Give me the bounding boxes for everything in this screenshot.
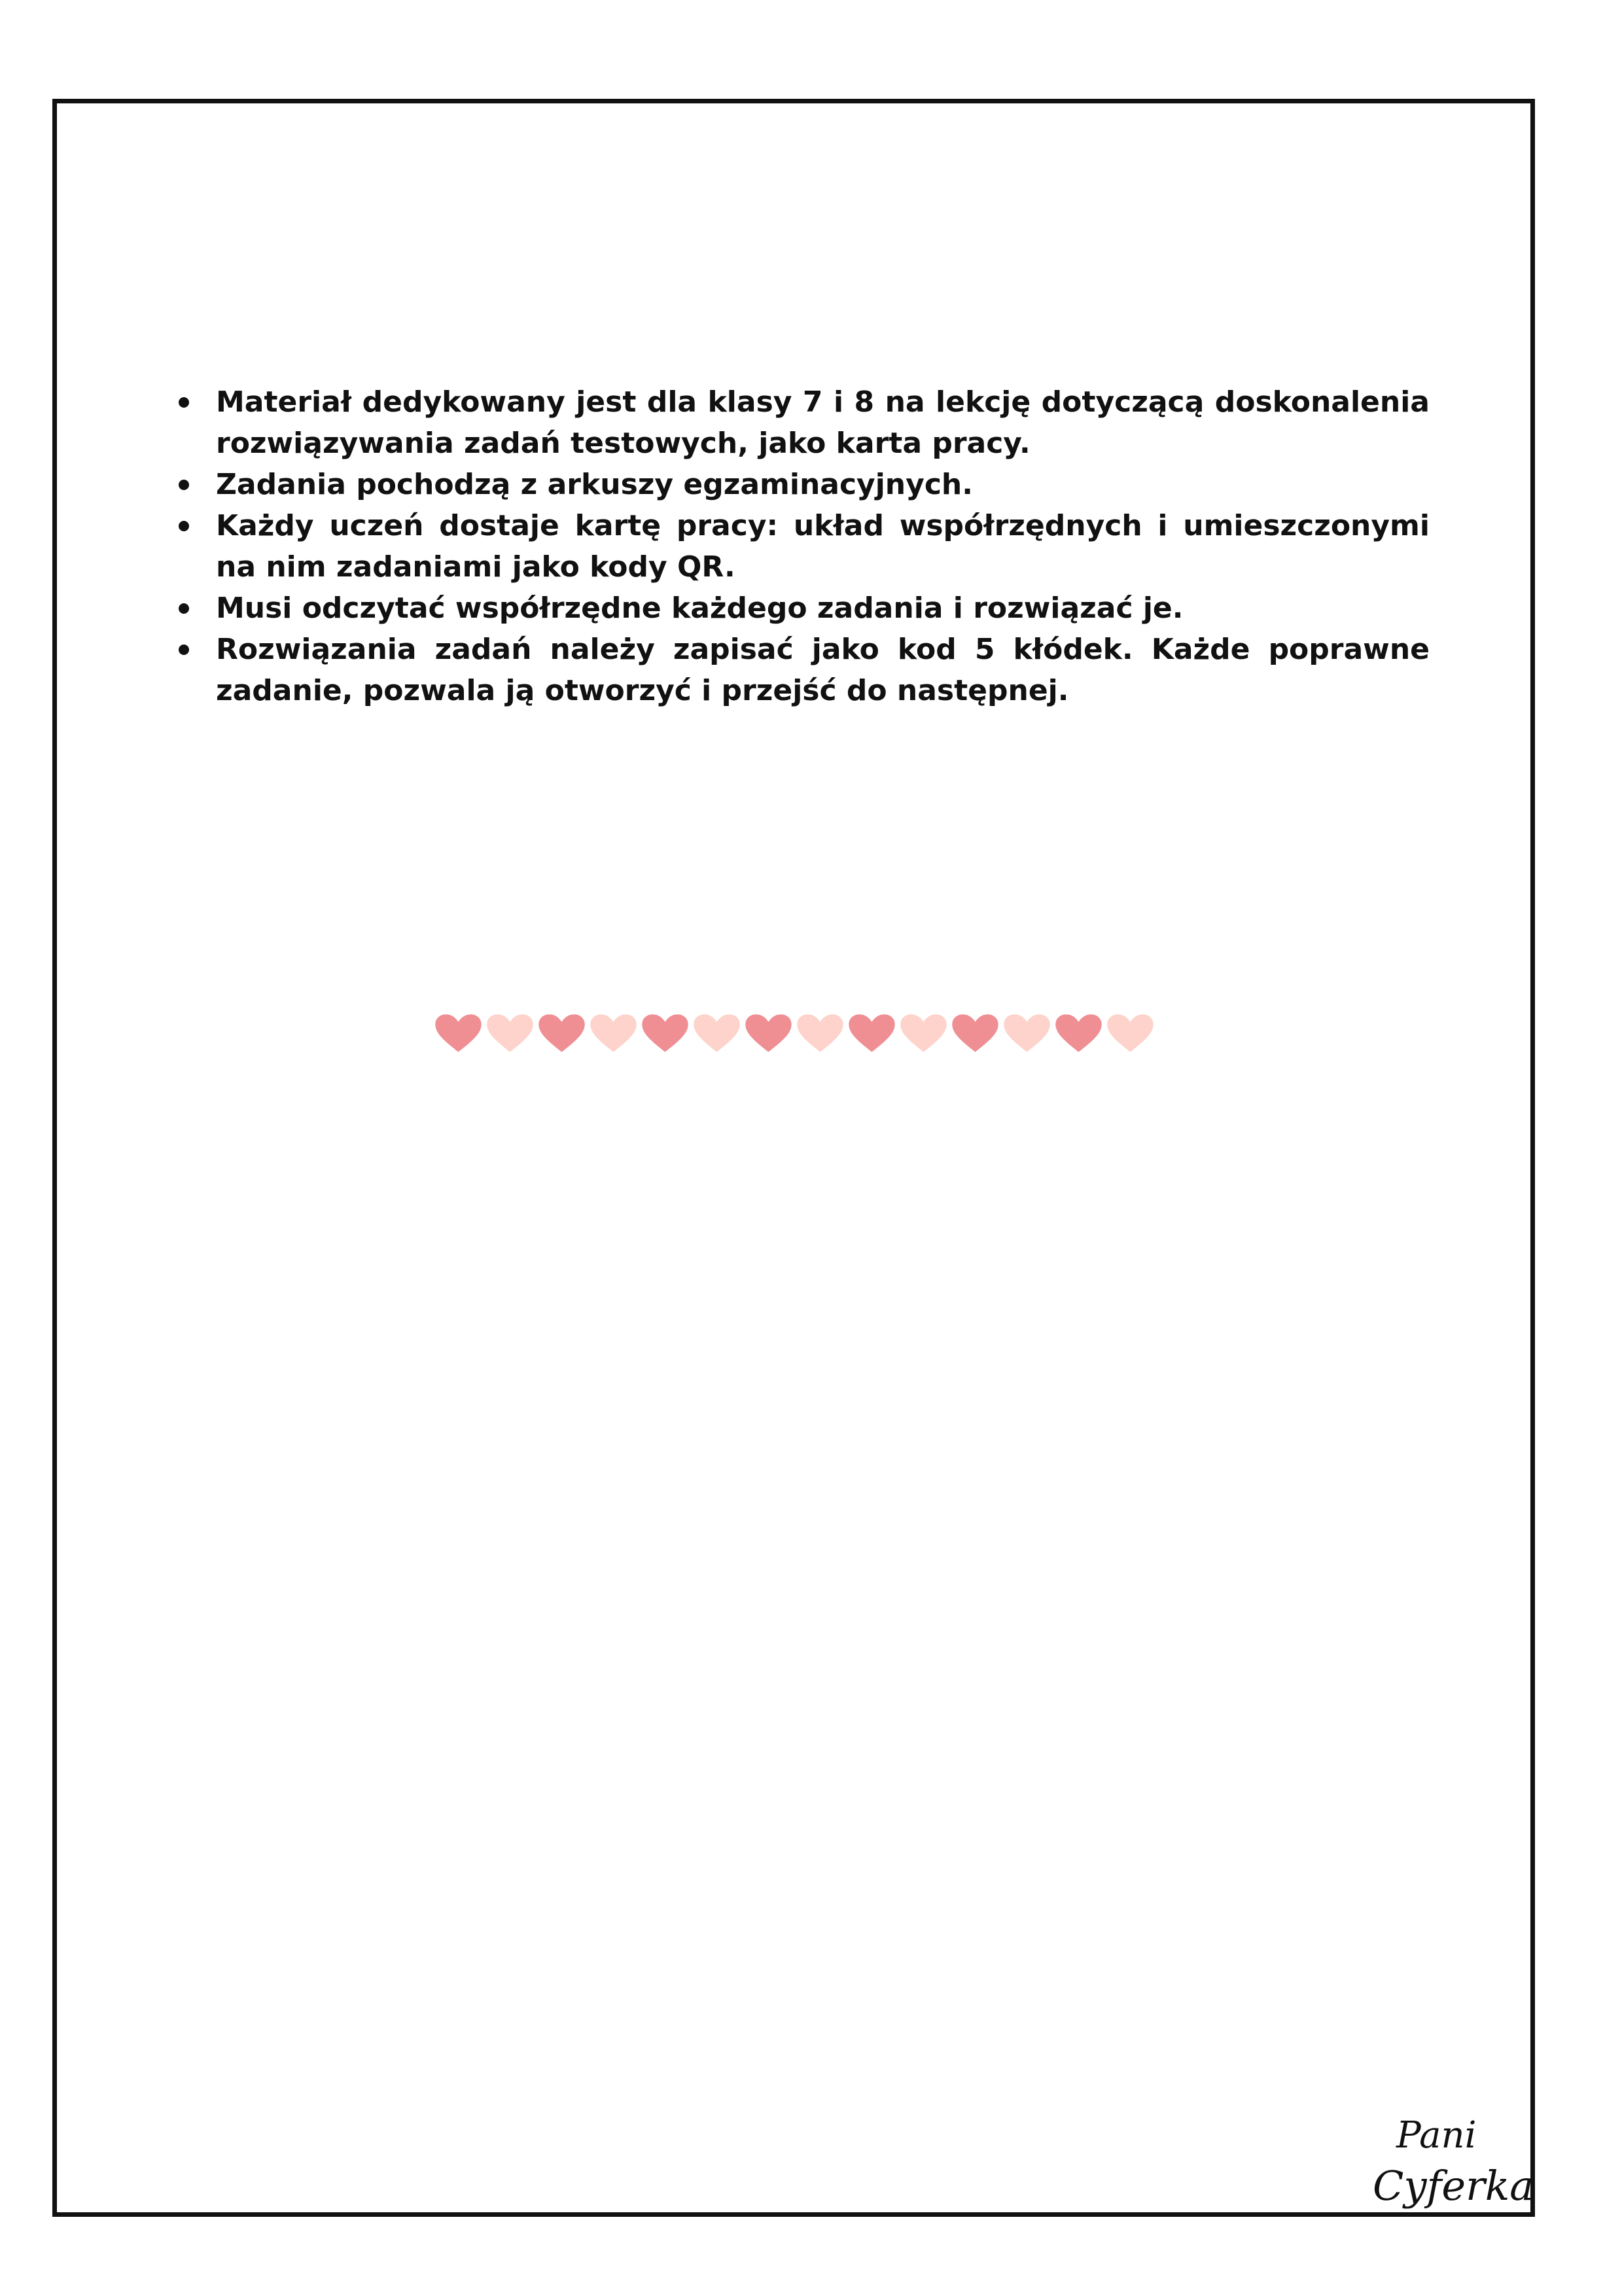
list-item-text: Musi odczytać współrzędne każdego zadania i rozwiązać je. xyxy=(216,592,1184,625)
heart-icon xyxy=(640,1012,690,1054)
list-item xyxy=(177,381,1430,464)
signature-logo xyxy=(1371,2107,1534,2218)
list-item-text: Każdy uczeń dostaje kartę pracy: układ współrzędnych i umieszczonymi na nim zadaniami jako kody QR. xyxy=(216,509,1430,584)
heart-icon xyxy=(692,1012,742,1054)
list-item-text: Zadania pochodzą z arkuszy egzaminacyjnych. xyxy=(216,468,973,501)
list-item xyxy=(177,464,1430,505)
heart-icon xyxy=(433,1012,484,1054)
signature-line-2: Cyferka xyxy=(1373,2162,1534,2210)
heart-icon xyxy=(588,1012,639,1054)
heart-divider xyxy=(433,1012,1155,1054)
heart-icon xyxy=(743,1012,794,1054)
signature-line-1: Pani xyxy=(1396,2114,1477,2157)
heart-icon xyxy=(1053,1012,1104,1054)
heart-icon xyxy=(795,1012,845,1054)
heart-icon xyxy=(1002,1012,1052,1054)
list-item-text: Rozwiązania zadań należy zapisać jako kod 5 kłódek. Każde poprawne zadanie, pozwala ją otworzyć i przejść do następnej. xyxy=(216,633,1430,707)
heart-icon xyxy=(1105,1012,1155,1054)
heart-icon xyxy=(950,1012,1000,1054)
heart-icon xyxy=(847,1012,897,1054)
bullet-icon xyxy=(179,480,189,490)
heart-icon xyxy=(485,1012,535,1054)
heart-icon xyxy=(537,1012,587,1054)
list-item-text: Materiał dedykowany jest dla klasy 7 i 8 na lekcję dotyczącą doskonalenia rozwiązywania zadań testowych, jako karta pracy. xyxy=(216,385,1430,460)
bullet-icon xyxy=(179,397,189,408)
list-item xyxy=(177,588,1430,629)
list-item xyxy=(177,629,1430,711)
instructions-list xyxy=(177,381,1430,711)
bullet-icon xyxy=(179,521,189,531)
bullet-icon xyxy=(179,603,189,614)
bullet-icon xyxy=(179,645,189,655)
list-item xyxy=(177,505,1430,588)
heart-icon xyxy=(898,1012,949,1054)
